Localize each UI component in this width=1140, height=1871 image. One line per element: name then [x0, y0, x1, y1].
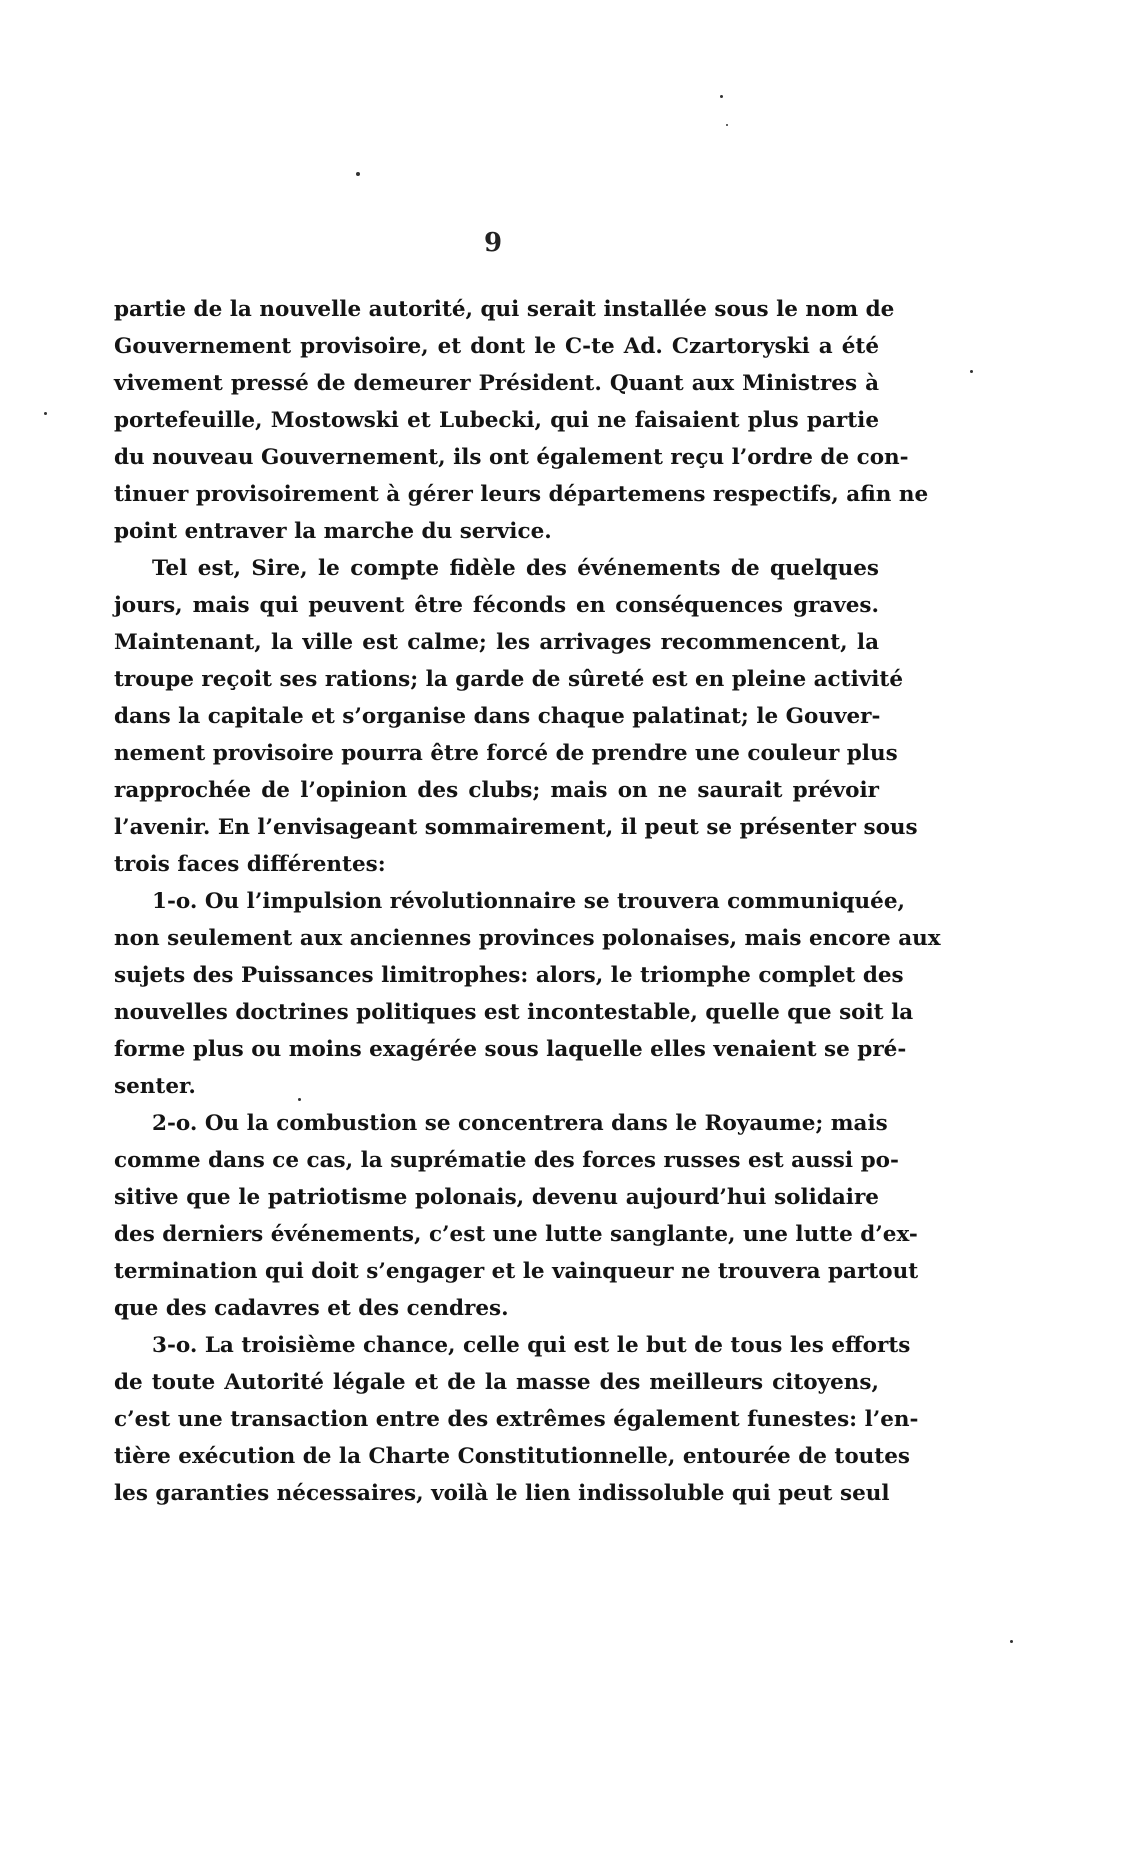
text-line: jours, mais qui peuvent être féconds en conséquences graves. — [114, 593, 879, 618]
scan-speck — [1010, 1640, 1013, 1643]
body-text — [114, 291, 941, 1512]
text-line: termination qui doit s’engager et le vainqueur ne trouvera partout — [114, 1259, 919, 1284]
text-line: nement provisoire pourra être forcé de prendre une couleur plus — [114, 741, 898, 766]
text-line: sitive que le patriotisme polonais, devenu aujourd’hui solidaire — [114, 1185, 879, 1210]
text-line: sujets des Puissances limitrophes: alors, le triomphe complet des — [114, 963, 904, 988]
text-line: trois faces différentes: — [114, 852, 386, 877]
scan-speck — [720, 95, 723, 98]
text-line: forme plus ou moins exagérée sous laquelle elles venaient se pré- — [114, 1037, 907, 1062]
scan-speck — [356, 172, 360, 176]
text-line: tière exécution de la Charte Constitutionnelle, entourée de toutes — [114, 1444, 911, 1469]
scan-speck — [726, 124, 728, 126]
text-line: tinuer provisoirement à gérer leurs départemens respectifs, afin ne — [114, 482, 929, 507]
text-line: rapprochée de l’opinion des clubs; mais on ne saurait prévoir — [114, 778, 879, 803]
text-line: point entraver la marche du service. — [114, 519, 552, 544]
text-line: non seulement aux anciennes provinces polonaises, mais encore aux — [114, 926, 941, 951]
text-line: comme dans ce cas, la suprématie des forces russes est aussi po- — [114, 1148, 899, 1173]
text-line: Tel est, Sire, le compte fidèle des événements de quelques — [152, 556, 879, 581]
text-line: des derniers événements, c’est une lutte sanglante, une lutte d’ex- — [114, 1222, 918, 1247]
text-line: de toute Autorité légale et de la masse des meilleurs citoyens, — [114, 1370, 879, 1395]
text-line: 3-o. La troisième chance, celle qui est le but de tous les efforts — [152, 1333, 911, 1358]
scan-speck — [44, 412, 47, 415]
scan-speck — [298, 1098, 301, 1101]
text-line: c’est une transaction entre des extrêmes également funestes: l’en- — [114, 1407, 919, 1432]
text-line: les garanties nécessaires, voilà le lien indissoluble qui peut seul — [114, 1481, 890, 1506]
text-line: Maintenant, la ville est calme; les arrivages recommencent, la — [114, 630, 879, 655]
text-line: nouvelles doctrines politiques est incontestable, quelle que soit la — [114, 1000, 914, 1025]
text-line: portefeuille, Mostowski et Lubecki, qui ne faisaient plus partie — [114, 408, 879, 433]
text-line: 2-o. Ou la combustion se concentrera dans le Royaume; mais — [152, 1111, 888, 1136]
text-line: que des cadavres et des cendres. — [114, 1296, 509, 1321]
text-line: du nouveau Gouvernement, ils ont également reçu l’ordre de con- — [114, 445, 909, 470]
text-line: 1-o. Ou l’impulsion révolutionnaire se trouvera communiquée, — [152, 889, 906, 914]
text-line: Gouvernement provisoire, et dont le C-te Ad. Czartoryski a été — [114, 334, 879, 359]
text-line: l’avenir. En l’envisageant sommairement, il peut se présenter sous — [114, 815, 918, 840]
text-line: vivement pressé de demeurer Président. Quant aux Ministres à — [114, 371, 879, 396]
text-line: troupe reçoit ses rations; la garde de sûreté est en pleine activité — [114, 667, 904, 692]
text-line: partie de la nouvelle autorité, qui serait installée sous le nom de — [114, 297, 895, 322]
scan-speck — [970, 370, 973, 373]
text-line: senter. — [114, 1074, 196, 1099]
text-line: dans la capitale et s’organise dans chaque palatinat; le Gouver- — [114, 704, 881, 729]
page-number: 9 — [483, 228, 503, 258]
